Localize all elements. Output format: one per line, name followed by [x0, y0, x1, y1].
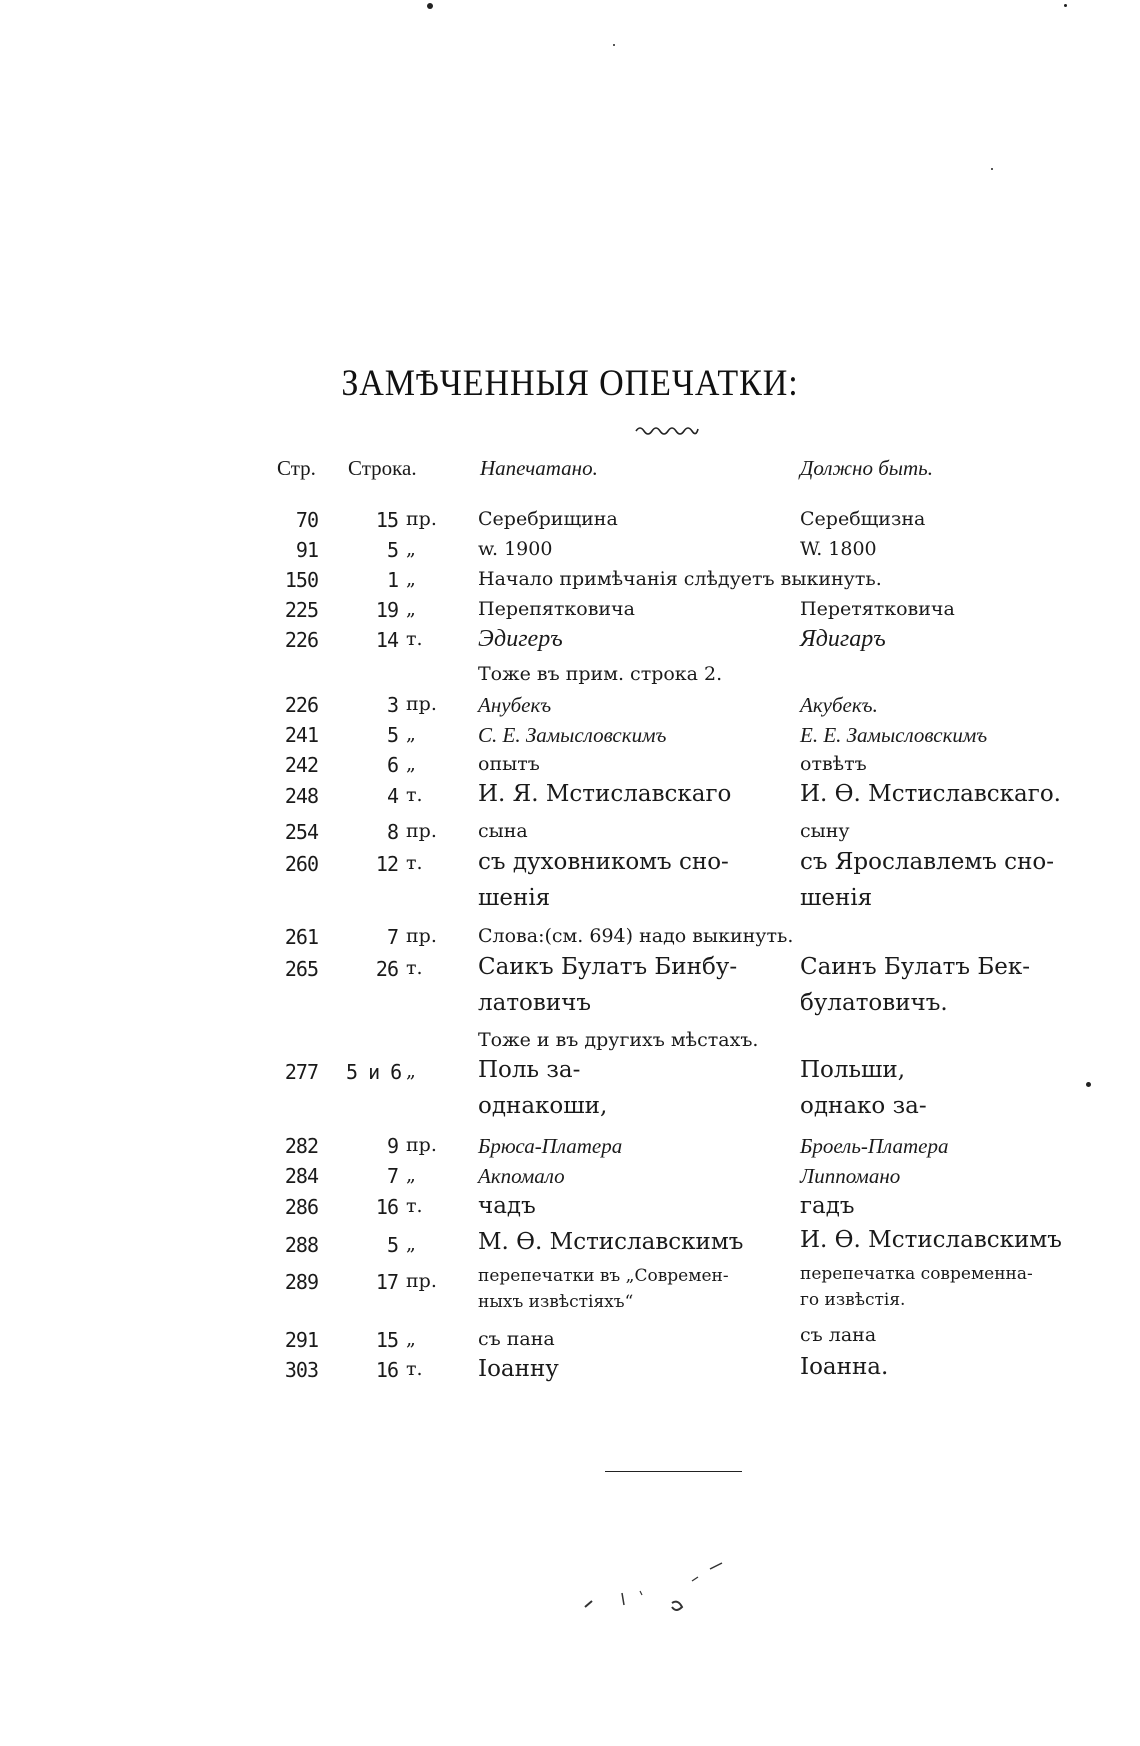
row-pos: „ — [406, 753, 416, 775]
row-pos: „ — [406, 1233, 416, 1255]
row-printed: М. Ѳ. Мстиславскимъ — [478, 1229, 744, 1255]
row-correct-line1: съ Ярославлемъ сно- — [800, 849, 1055, 875]
row-printed-line2: однакоши, — [478, 1093, 608, 1119]
row-note: Начало примѣчанія слѣдуетъ выкинуть. — [478, 568, 882, 590]
header-line: Строка. — [348, 456, 417, 480]
row-correct: гадъ — [800, 1193, 855, 1219]
row-page: 265 — [284, 957, 318, 981]
row-printed: Іоанну — [478, 1356, 559, 1382]
scan-marks — [580, 1515, 740, 1635]
row-page: 226 — [284, 628, 318, 652]
row-correct: Ядигаръ — [800, 626, 886, 652]
header-printed: Напечатано. — [480, 456, 598, 480]
row-page: 242 — [284, 753, 318, 777]
row-correct-line2: булатовичъ. — [800, 990, 948, 1016]
row-line: 3 — [386, 693, 398, 717]
row-line: 1 — [386, 568, 398, 592]
row-pos: „ — [406, 1060, 416, 1082]
row-line: 4 — [386, 784, 398, 808]
row-printed: С. Е. Замысловскимъ — [478, 723, 667, 747]
row-note: Тоже въ прим. строка 2. — [478, 663, 723, 685]
row-correct: отвѣтъ — [800, 753, 867, 775]
row-page: 241 — [284, 723, 318, 747]
row-correct-line1: перепечатка современна- — [800, 1264, 1033, 1284]
row-line: 26 — [375, 957, 398, 981]
row-page: 291 — [284, 1328, 318, 1352]
row-correct: Іоанна. — [800, 1354, 889, 1380]
row-printed-line2: ныхъ извѣстіяхъ“ — [478, 1292, 634, 1312]
row-correct: Перетятковича — [800, 598, 955, 620]
scan-speck — [613, 44, 615, 46]
row-line: 5 — [386, 538, 398, 562]
row-page: 248 — [284, 784, 318, 808]
row-pos: „ — [406, 568, 416, 590]
row-pos: т. — [406, 784, 423, 806]
row-note: Слова:(см. 694) надо выкинуть. — [478, 925, 794, 947]
row-pos: „ — [406, 538, 416, 560]
row-pos: т. — [406, 852, 423, 874]
row-line: 6 — [386, 753, 398, 777]
row-correct-line1: Польши, — [800, 1057, 906, 1083]
row-pos: т. — [406, 1358, 423, 1380]
row-line: 19 — [375, 598, 398, 622]
row-correct: W. 1800 — [800, 538, 877, 560]
row-line: 5 — [386, 1233, 398, 1257]
row-page: 254 — [284, 820, 318, 844]
row-page: 226 — [284, 693, 318, 717]
row-pos: пр. — [406, 693, 437, 715]
row-pos: т. — [406, 1195, 423, 1217]
row-line: 16 — [375, 1195, 398, 1219]
row-printed: w. 1900 — [478, 538, 553, 560]
row-page: 261 — [284, 925, 318, 949]
row-correct: сыну — [800, 820, 850, 842]
row-page: 288 — [284, 1233, 318, 1257]
row-page: 70 — [295, 508, 318, 532]
row-page: 225 — [284, 598, 318, 622]
scan-speck — [991, 168, 993, 170]
row-printed: сына — [478, 820, 528, 842]
row-page: 277 — [284, 1060, 318, 1084]
row-line: 14 — [375, 628, 398, 652]
row-printed: Перепятковича — [478, 598, 635, 620]
row-printed-line2: шенія — [478, 885, 551, 911]
row-pos: пр. — [406, 508, 437, 530]
scan-speck — [1086, 1082, 1091, 1087]
row-pos: пр. — [406, 1270, 437, 1292]
row-correct: Серебщизна — [800, 508, 926, 530]
row-printed-line1: перепечатки въ „Современ- — [478, 1266, 729, 1286]
row-correct: Акубекъ. — [800, 693, 878, 717]
row-printed: чадъ — [478, 1193, 536, 1219]
row-printed-line2: латовичъ — [478, 990, 592, 1016]
row-page: 303 — [284, 1358, 318, 1382]
ornament-wave — [634, 423, 700, 437]
row-line: 16 — [375, 1358, 398, 1382]
row-line: 17 — [375, 1270, 398, 1294]
row-correct: И. Ѳ. Мстиславскаго. — [800, 781, 1061, 807]
row-line: 8 — [386, 820, 398, 844]
row-correct: Е. Е. Замысловскимъ — [800, 723, 988, 747]
row-pos: т. — [406, 628, 423, 650]
row-printed: Акпомало — [478, 1164, 565, 1188]
row-line: 5 — [386, 723, 398, 747]
row-pos: „ — [406, 723, 416, 745]
row-pos: т. — [406, 957, 423, 979]
row-printed: И. Я. Мстиславскаго — [478, 781, 732, 807]
row-line: 15 — [375, 508, 398, 532]
row-pos: „ — [406, 1328, 416, 1350]
row-printed: Серебрищина — [478, 508, 618, 530]
row-page: 286 — [284, 1195, 318, 1219]
row-line: 9 — [386, 1134, 398, 1158]
row-page: 282 — [284, 1134, 318, 1158]
row-correct: Липпомано — [800, 1164, 901, 1188]
row-correct: Броель-Платера — [800, 1134, 949, 1158]
row-correct: съ лана — [800, 1324, 877, 1346]
row-printed: съ пана — [478, 1328, 555, 1350]
row-printed: опытъ — [478, 753, 540, 775]
header-page: Стр. — [277, 456, 316, 480]
row-pos: пр. — [406, 820, 437, 842]
row-printed-line1: Саикъ Булатъ Бинбу- — [478, 954, 738, 980]
row-correct-line1: Саинъ Булатъ Бек- — [800, 954, 1030, 980]
row-correct-line2: шенія — [800, 885, 873, 911]
row-correct-line2: го извѣстія. — [800, 1290, 906, 1310]
scan-speck — [1064, 4, 1067, 7]
row-printed: Эдигеръ — [478, 626, 563, 652]
row-printed-line1: съ духовникомъ сно- — [478, 849, 729, 875]
row-printed: Анубекъ — [478, 693, 552, 717]
row-printed: Брюса-Платера — [478, 1134, 623, 1158]
row-pos: пр. — [406, 925, 437, 947]
row-printed-line1: Поль за- — [478, 1057, 581, 1083]
row-pos: „ — [406, 598, 416, 620]
row-page: 91 — [295, 538, 318, 562]
row-pos: „ — [406, 1164, 416, 1186]
header-correct: Должно быть. — [800, 456, 933, 480]
row-line: 7 — [386, 1164, 398, 1188]
scan-speck — [427, 3, 433, 9]
row-page: 284 — [284, 1164, 318, 1188]
row-note: Тоже и въ другихъ мѣстахъ. — [478, 1029, 759, 1051]
end-rule — [605, 1471, 742, 1472]
row-line: 5 и 6 — [346, 1060, 402, 1084]
page-title: ЗАМѢЧЕННЫЯ ОПЕЧАТКИ: — [341, 363, 799, 404]
row-line: 12 — [375, 852, 398, 876]
row-line: 7 — [386, 925, 398, 949]
row-pos: пр. — [406, 1134, 437, 1156]
row-line: 15 — [375, 1328, 398, 1352]
row-page: 289 — [284, 1270, 318, 1294]
row-correct-line2: однако за- — [800, 1093, 927, 1119]
row-page: 260 — [284, 852, 318, 876]
row-page: 150 — [284, 568, 318, 592]
row-correct: И. Ѳ. Мстиславскимъ — [800, 1227, 1062, 1253]
